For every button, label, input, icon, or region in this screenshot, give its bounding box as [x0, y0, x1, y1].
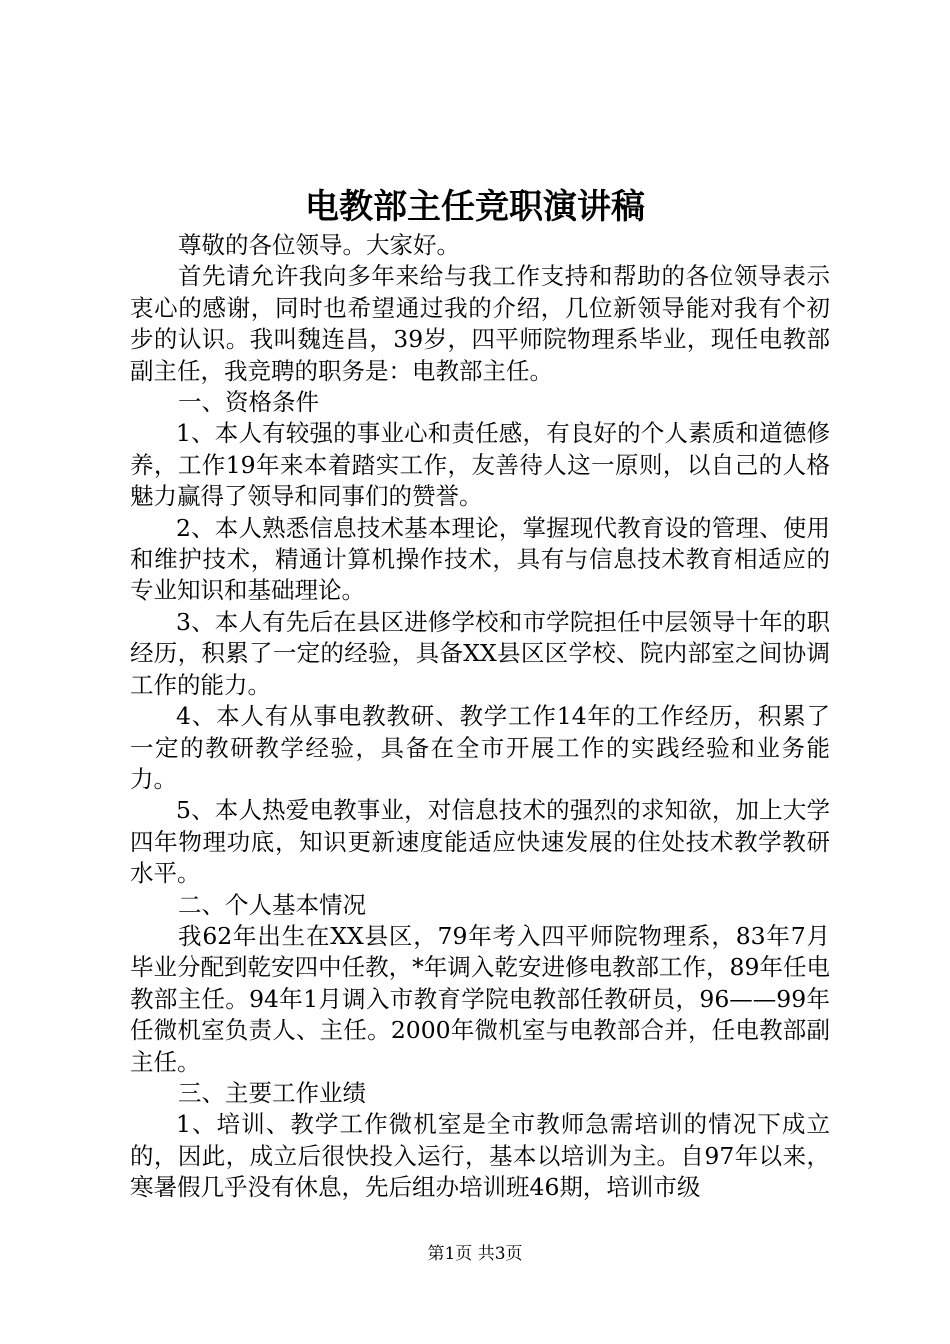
paragraph-intro: 首先请允许我向多年来给与我工作支持和帮助的各位领导表示衷心的感谢，同时也希望通过我的介绍，几位新领导能对我有个初步的认识。我叫魏连昌，39岁，四平师院物理系毕业，现任电教部副主任，我竞聘的职务是：电教部主任。: [130, 262, 830, 385]
document-body: [130, 230, 830, 1204]
paragraph-qualification-5: 5、本人热爱电教事业，对信息技术的强烈的求知欲，加上大学四年物理功底，知识更新速度能适应快速发展的住处技术教学教研水平。: [130, 796, 830, 888]
paragraph-personal-info: 我62年出生在XX县区，79年考入四平师院物理系，83年7月毕业分配到乾安四中任教，*年调入乾安进修电教部工作，89年任电教部主任。94年1月调入市教育学院电教部任教研员，96——99年任微机室负责人、主任。2000年微机室与电教部合并，任电教部副主任。: [130, 921, 830, 1076]
section-heading-personal-info: 二、个人基本情况: [178, 890, 366, 919]
paragraph-qualification-1: 1、本人有较强的事业心和责任感，有良好的个人素质和道德修养，工作19年来本着踏实工作，友善待人这一原则，以自己的人格魅力赢得了领导和同事们的赞誉。: [130, 419, 830, 511]
paragraph-qualification-2: 2、本人熟悉信息技术基本理论，掌握现代教育设的管理、使用和维护技术，精通计算机操作技术，具有与信息技术教育相适应的专业知识和基础理论。: [130, 513, 830, 605]
paragraph-qualification-3: 3、本人有先后在县区进修学校和市学院担任中层领导十年的职经历，积累了一定的经验，具备XX县区区学校、院内部室之间协调工作的能力。: [130, 607, 830, 699]
paragraph-greeting: 尊敬的各位领导。大家好。: [178, 231, 460, 259]
section-heading-achievements: 三、主要工作业绩: [178, 1078, 366, 1107]
section-heading-qualifications: 一、资格条件: [178, 388, 319, 417]
document-title: 电教部主任竞职演讲稿: [305, 187, 645, 227]
page-footer: 第1页 共3页: [427, 1244, 523, 1264]
paragraph-qualification-4: 4、本人有从事电教教研、教学工作14年的工作经历，积累了一定的教研教学经验，具备在全市开展工作的实践经验和业务能力。: [130, 702, 830, 793]
paragraph-achievement-1: 1、培训、教学工作微机室是全市教师急需培训的情况下成立的，因此，成立后很快投入运行，基本以培训为主。自97年以来，寒暑假几乎没有休息，先后组办培训班46期，培训市级: [130, 1110, 830, 1202]
